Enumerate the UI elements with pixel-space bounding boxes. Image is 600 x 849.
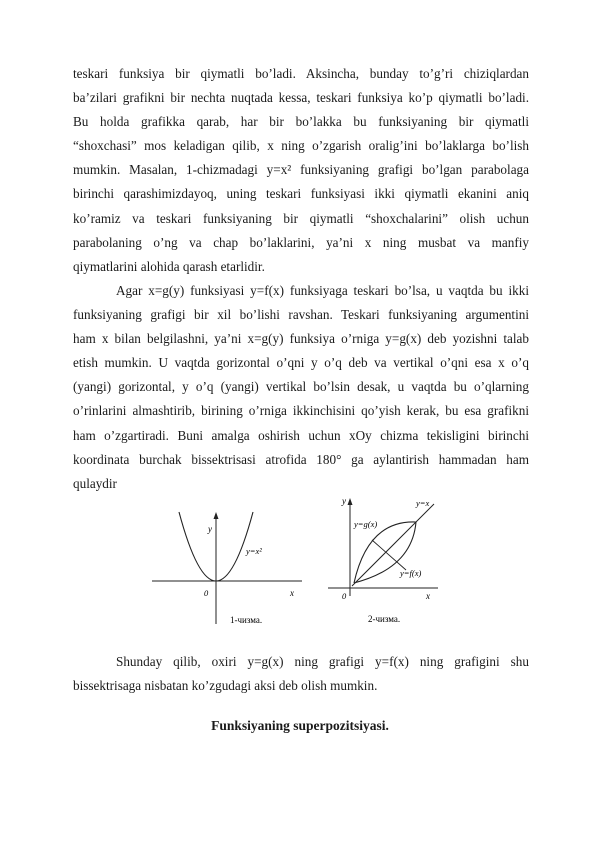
origin-label: 0	[342, 591, 347, 601]
upper-curve-label: y=g(x)	[354, 519, 378, 529]
paragraph-2	[73, 279, 529, 496]
text-line: “shoxchasi” mos keladigan qilib, x ning o’zgarish oralig’ini bo’laklarga bo’lish	[73, 138, 529, 154]
text-line: o’rinlarini almashtirib, birining o’rniga ikkinchisini qo’yish kerak, bu esa grafikni	[73, 403, 529, 419]
paragraph-1	[73, 62, 529, 279]
text-line: Bu holda grafikka qarab, har bir bo’lakka bu funksiyaning bir qiymatli	[73, 114, 529, 130]
figure-caption: 1-чизма.	[230, 615, 263, 625]
figure-1-parabola	[150, 510, 310, 635]
text-line: koordinata burchak bissektrisasi atrofida 180° ga aylantirish hammadan ham	[73, 451, 529, 467]
section-title: Funksiyaning superpozitsiyasi.	[211, 718, 389, 733]
text-line: birinchi qarashimizdayoq, uning teskari funksiyasi ikki qiymatli ekanini aniq	[73, 186, 529, 202]
y-axis-arrow-icon	[348, 498, 353, 505]
x-axis-label: x	[426, 591, 430, 601]
x-axis-label: x	[290, 588, 294, 598]
text-line: mumkin. Masalan, 1-chizmadagi y=x² funksiyaning grafigi bo’lgan parabolaga	[73, 162, 529, 178]
origin-label: 0	[204, 588, 209, 598]
text-line: (yangi) gorizontal, y o’q (yangi) vertikal bo’lsin desak, u vaqtda bu o’qlarning	[73, 379, 529, 395]
curve-label: y=x²	[246, 546, 262, 556]
text-line: ham o’zgartiradi. Buni amalga oshirish uchun xOy chizma tekisligini birinchi	[73, 427, 529, 443]
text-line: teskari funksiya bir qiymatli bo’ladi. Aksincha, bunday to’g’ri chiziqlardan	[73, 66, 529, 81]
figure-caption: 2-чизма.	[368, 614, 401, 624]
text-line: ba’zilari grafikni bir nechta nuqtada kessa, teskari funksiya ko’p qiymatli bo’ladi.	[73, 90, 529, 106]
y-axis-label: y	[342, 496, 346, 506]
text-line: Shunday qilib, oxiri y=g(x) ning grafigi y=f(x) ning grafigini shu	[116, 654, 529, 669]
text-line: ko’ramiz va teskari funksiyaning bir qiymatli “shoxchalarini” olish uchun	[73, 210, 529, 226]
text-line: ham x bilan belgilashni, ya’ni x=g(y) funksiya o’rniga y=g(x) deb yozishni talab	[73, 331, 529, 347]
paragraph-3	[73, 650, 529, 698]
lower-curve-label: y=f(x)	[400, 568, 422, 578]
text-line: parabolaning o’ng va chap bo’laklarini, ya’ni x ning musbat va manfiy	[73, 234, 529, 250]
text-line: qulaydir	[73, 475, 117, 491]
bisector-label: y=x	[416, 498, 430, 508]
text-line: bissektrisaga nisbatan ko’zgudagi aksi deb olish mumkin.	[73, 678, 378, 694]
text-line: funksiyaning grafigi bir xil bo’lishi ravshan. Teskari funksiyaning argumentini	[73, 307, 529, 323]
figure-2-inverse-functions	[320, 492, 445, 627]
text-line: etish mumkin. U vaqtda gorizontal o’qni y o’q deb va vertikal o’qni esa x o’q	[73, 355, 529, 371]
chord-line	[372, 540, 406, 570]
y-axis-label: y	[208, 524, 212, 534]
y-axis-arrow-icon	[214, 512, 219, 519]
text-line: qiymatlarini alohida qarash etarlidir.	[73, 258, 265, 274]
text-line: Agar x=g(y) funksiyasi y=f(x) funksiyaga teskari bo’lsa, u vaqtda bu ikki	[116, 283, 529, 298]
bisector-line	[352, 504, 434, 586]
